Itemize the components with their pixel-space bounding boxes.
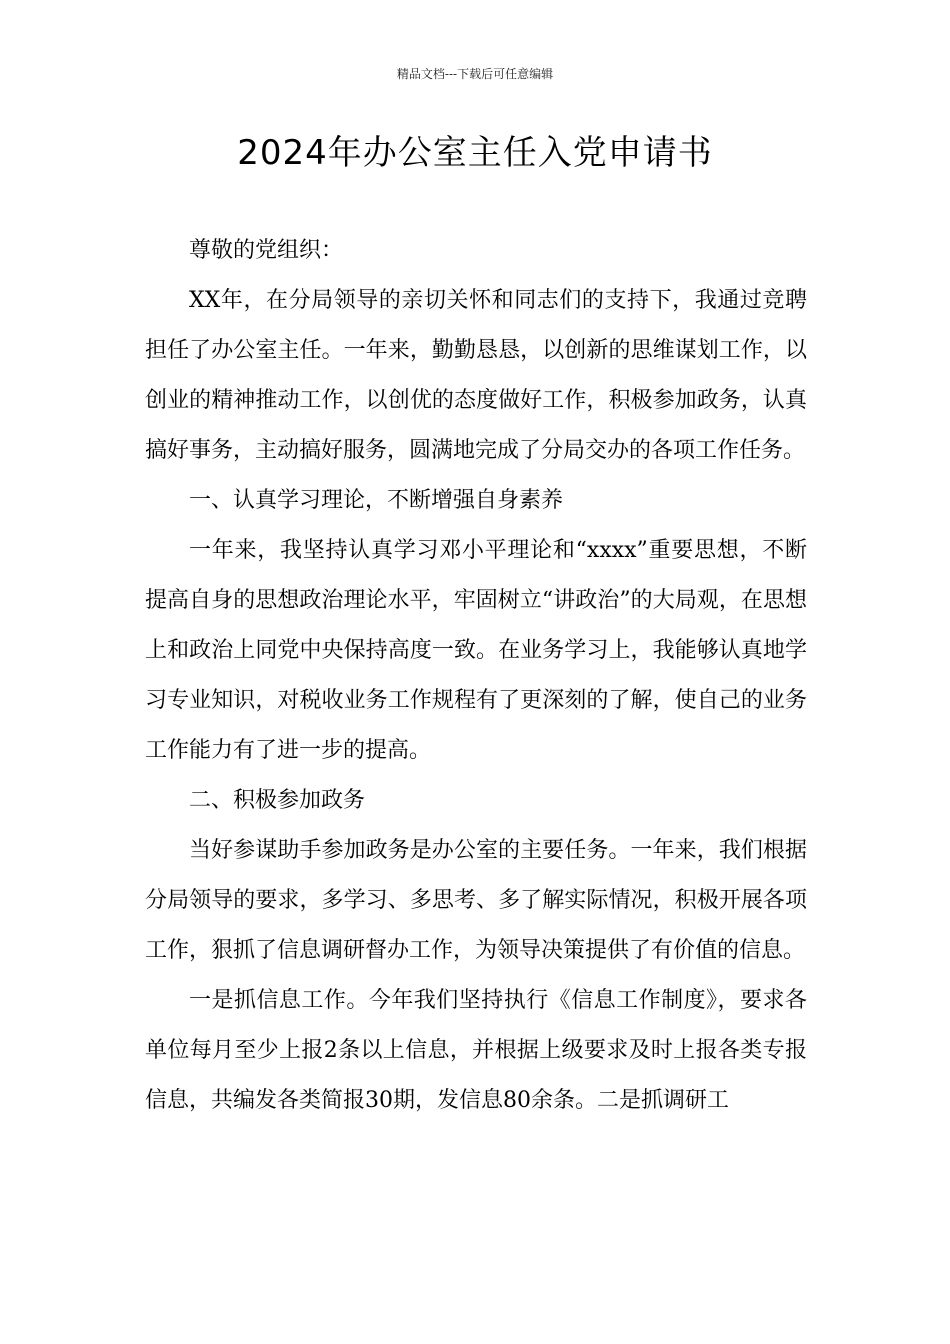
paragraph-intro: XX年，在分局领导的亲切关怀和同志们的支持下，我通过竞聘担任了办公室主任。一年来，勤勤恳恳，以创新的思维谋划工作，以创业的精神推动工作，以创优的态度做好工作，积极参加政务，认真搞好事务，主动搞好服务，圆满地完成了分局交办的各项工作任务。: [145, 288, 807, 463]
paragraph-information: 一是抓信息工作。今年我们坚持执行《信息工作制度》，要求各单位每月至少上报2条以上信息，并根据上级要求及时上报各类专报信息，共编发各类简报30期，发信息80余条。二是抓调研工: [145, 988, 807, 1113]
section-heading-1: 一、认真学习理论，不断增强自身素养: [189, 488, 564, 513]
document-title: 2024年办公室主任入党申请书: [237, 133, 713, 173]
paragraph-politics: 当好参谋助手参加政务是办公室的主要任务。一年来，我们根据分局领导的要求，多学习、多思考、多了解实际情况，积极开展各项工作，狠抓了信息调研督办工作，为领导决策提供了有价值的信息。: [145, 838, 807, 963]
section-heading-2: 二、积极参加政务: [189, 788, 366, 813]
salutation: 尊敬的党组织：: [189, 238, 344, 263]
paragraph-study: 一年来，我坚持认真学习邓小平理论和“xxxx”重要思想，不断提高自身的思想政治理论水平，牢固树立“讲政治”的大局观，在思想上和政治上同党中央保持高度一致。在业务学习上，我能够认真地学习专业知识，对税收业务工作规程有了更深刻的了解，使自己的业务工作能力有了进一步的提高。: [145, 538, 807, 763]
document-body: [145, 226, 807, 1126]
header-note: 精品文档---下载后可任意编辑: [396, 67, 554, 81]
